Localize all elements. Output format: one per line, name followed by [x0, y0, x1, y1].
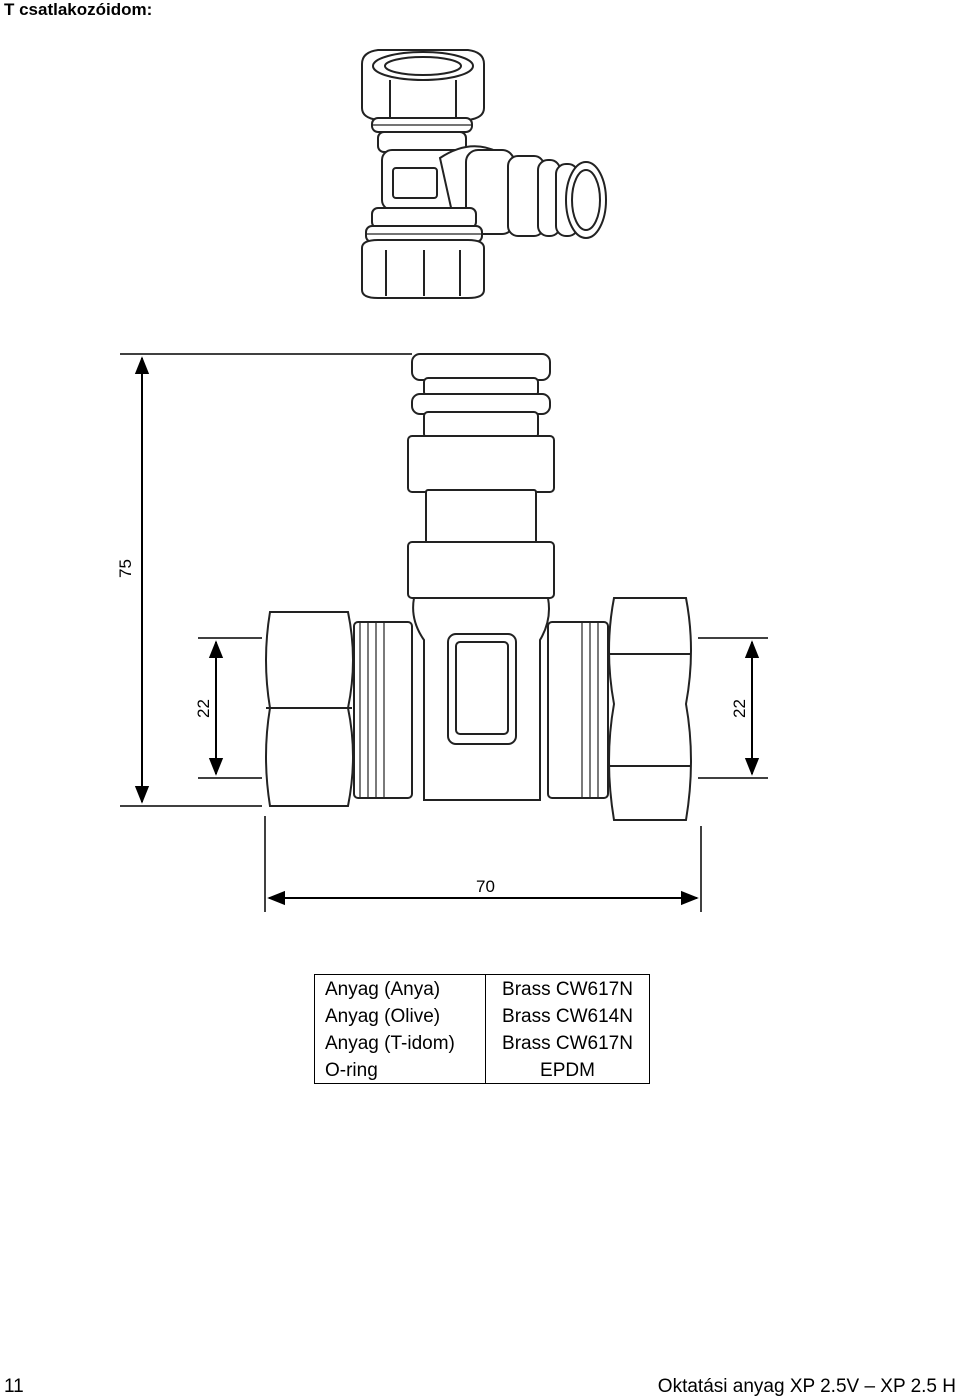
front-view: [266, 354, 691, 820]
table-row: [315, 1029, 650, 1056]
dimension-width-70: 70: [476, 877, 495, 896]
table-row: [315, 1056, 650, 1084]
isometric-view: [362, 50, 606, 298]
dimension-right-22: 22: [729, 699, 749, 718]
footer-doc-label: Oktatási anyag XP 2.5V – XP 2.5 H: [657, 1376, 956, 1397]
material-value: Brass CW617N: [486, 1029, 650, 1056]
materials-table: [314, 974, 650, 1084]
material-label: O-ring: [315, 1056, 486, 1084]
dimension-left-22: 22: [193, 699, 213, 718]
material-label: Anyag (Olive): [315, 1002, 486, 1029]
page-title: T csatlakozóidom:: [4, 0, 153, 19]
dimension-height-75: 75: [115, 559, 135, 578]
material-value: Brass CW617N: [486, 975, 650, 1003]
table-row: [315, 975, 650, 1003]
material-value: Brass CW614N: [486, 1002, 650, 1029]
material-value: EPDM: [486, 1056, 650, 1084]
material-label: Anyag (Anya): [315, 975, 486, 1003]
page-number: 11: [4, 1376, 24, 1397]
material-label: Anyag (T-idom): [315, 1029, 486, 1056]
table-row: [315, 1002, 650, 1029]
